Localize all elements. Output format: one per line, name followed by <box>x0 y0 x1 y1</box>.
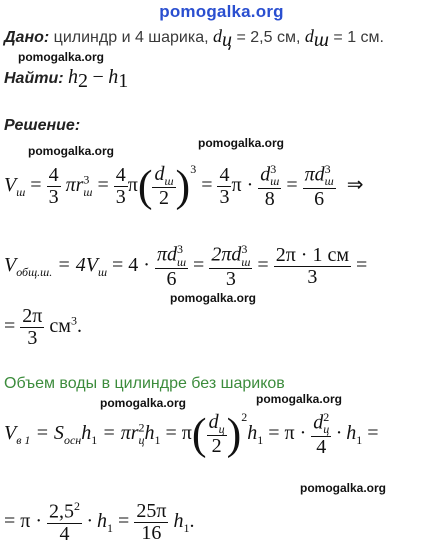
frac-num-sub: ш <box>164 173 174 188</box>
eq4-part-2-sup: 2 <box>138 420 145 435</box>
frac-num-sup: 2 <box>323 409 330 424</box>
frac-den: 8 <box>258 188 281 210</box>
eq1-frac-5 <box>303 163 336 210</box>
right-paren: ) <box>175 161 191 211</box>
eq1-frac-3 <box>217 165 231 208</box>
eq4-h-sub: 1 <box>356 433 363 447</box>
eq4-h: h <box>247 422 258 444</box>
naiti-label: Найти: <box>4 70 64 87</box>
d-ball-symbol: d <box>304 26 314 46</box>
eq2-equals: = <box>257 254 269 277</box>
eq2-equals: = <box>193 254 205 277</box>
eq4-lhs: V <box>4 422 17 444</box>
h2-sub: 2 <box>78 70 89 93</box>
watermark: pomogalka.org <box>198 136 285 150</box>
naiti-line <box>4 66 128 93</box>
frac-num-sub: ш <box>270 174 280 189</box>
frac-den: 3 <box>48 185 59 208</box>
eq1-equals: = <box>30 174 42 196</box>
eq4-frac <box>311 411 331 458</box>
eq1-frac-4 <box>258 163 281 210</box>
frac-num-sub: ц <box>218 421 225 436</box>
eq3-equals: = <box>4 315 16 338</box>
frac-num: 2πd <box>211 243 242 266</box>
eq1-equals: = <box>286 174 298 196</box>
eq1-power: 3 <box>190 162 197 176</box>
watermark: pomogalka.org <box>18 50 105 64</box>
frac-den: 6 <box>303 188 336 210</box>
left-paren: ( <box>191 409 207 459</box>
frac-num: 4 <box>219 163 230 186</box>
d-cyl-value: = 2,5 см, <box>236 29 301 46</box>
frac-num: πd <box>304 163 325 186</box>
eq5-part-1: = π · <box>4 509 43 532</box>
frac-den: 3 <box>274 266 351 288</box>
implies-arrow: ⇒ <box>346 174 364 196</box>
frac-num-sup: 3 <box>241 242 248 256</box>
frac-den: 3 <box>115 185 126 208</box>
frac-num-sub: ш <box>176 254 187 269</box>
eq1-inner-frac <box>152 164 175 210</box>
d-cyl-sub: ц <box>222 29 233 52</box>
eq1-lhs-sub: ш <box>16 185 26 199</box>
equation-total-result <box>4 306 82 349</box>
h2-symbol: h <box>68 66 79 88</box>
eq1-equals: = <box>201 174 213 196</box>
eq1-pi-r: πr <box>65 174 84 196</box>
eq1-pi-dot: π · <box>231 174 254 196</box>
equation-ball-volume <box>4 162 363 210</box>
dano-text: цилиндр и 4 шарика, <box>53 29 209 46</box>
eq2-lhs-sub: общ.ш. <box>16 265 53 280</box>
frac-num: 2π <box>22 305 43 327</box>
eq5-frac-2 <box>134 501 168 544</box>
frac-num: 4 <box>115 163 126 186</box>
eq4-trailing-equals: = <box>367 422 379 444</box>
frac-den: 2 <box>152 187 175 209</box>
eq2-part-1-sub: ш <box>97 265 107 280</box>
water-volume-caption: Объем воды в цилиндре без шариков <box>4 375 285 392</box>
eq1-pi: π <box>127 174 138 196</box>
eq4-inner-frac <box>207 412 227 458</box>
eq1-frac-1 <box>47 165 61 208</box>
frac-num: 4 <box>48 163 59 186</box>
frac-num: d <box>208 410 219 433</box>
frac-num: d <box>313 411 324 434</box>
site-header[interactable]: pomogalka.org <box>159 2 284 21</box>
eq5-h-sub: 1 <box>183 520 190 535</box>
left-paren: ( <box>137 161 153 211</box>
eq1-lhs: V <box>4 174 17 196</box>
dano-line <box>4 26 384 52</box>
frac-den: 2 <box>207 435 227 457</box>
eq4-lhs-sub: в 1 <box>16 433 31 447</box>
eq5-period: . <box>189 509 195 532</box>
eq1-frac-2 <box>114 165 128 208</box>
h1-sub: 1 <box>118 70 129 93</box>
eq4-h-sub: 1 <box>154 433 161 447</box>
eq3-period: . <box>76 315 82 338</box>
eq5-h: h <box>173 509 184 532</box>
frac-num-sup: 3 <box>176 242 183 256</box>
eq5-frac-1 <box>47 500 82 545</box>
eq2-frac-b <box>209 243 252 290</box>
eq2-frac-a <box>155 243 188 290</box>
frac-num-sub: ц <box>323 422 330 437</box>
eq4-part-4: = π · <box>268 422 307 444</box>
eq4-part-3: = π <box>165 422 192 444</box>
h1-symbol: h <box>108 66 119 88</box>
frac-num: d <box>154 162 165 185</box>
eq4-h: · h <box>336 422 357 444</box>
eq4-h: h <box>144 422 155 444</box>
frac-den: 16 <box>134 522 168 544</box>
frac-den: 6 <box>155 268 188 290</box>
eq4-h: h <box>81 422 92 444</box>
frac-den: 3 <box>20 327 44 349</box>
eq4-power: 2 <box>241 410 248 424</box>
eq2-part-1: = 4V <box>57 254 98 277</box>
eq3-frac <box>20 306 44 349</box>
eq1-r-sup: 3 <box>83 172 90 187</box>
frac-den: 4 <box>47 523 82 545</box>
eq4-h-sub: 1 <box>257 433 264 447</box>
d-ball-value: = 1 см. <box>333 29 384 46</box>
reshenie-label: Решение: <box>4 117 81 134</box>
watermark: pomogalka.org <box>256 392 343 406</box>
eq5-h-sub: 1 <box>107 520 114 535</box>
eq4-part-1-sub: осн <box>63 433 82 447</box>
watermark: pomogalka.org <box>300 481 387 495</box>
equation-water-volume <box>4 410 379 458</box>
right-paren: ) <box>226 409 242 459</box>
frac-num: 2π · 1 см <box>275 244 349 267</box>
eq4-h-sub: 1 <box>91 433 98 447</box>
frac-num-sub: ш <box>241 254 251 269</box>
eq2-lhs: V <box>4 254 17 277</box>
minus-sign: − <box>92 66 104 88</box>
eq4-part-2: = πr <box>102 422 139 444</box>
frac-num: 25π <box>136 499 167 522</box>
frac-num-sub: ш <box>324 174 334 189</box>
eq4-part-1: = S <box>35 422 64 444</box>
equation-total-volume <box>4 243 367 290</box>
frac-num: 2,5 <box>49 500 75 523</box>
frac-num-sup: 3 <box>270 161 277 176</box>
equation-water-result <box>4 500 194 545</box>
eq2-trailing-equals: = <box>356 254 368 277</box>
d-ball-sub: ш <box>313 29 329 52</box>
eq2-part-2: = 4 · <box>112 254 150 277</box>
watermark: pomogalka.org <box>170 291 257 305</box>
frac-den: 3 <box>219 185 230 208</box>
watermark: pomogalka.org <box>28 144 115 158</box>
eq1-r-sub: ш <box>83 185 93 199</box>
eq5-h: · h <box>87 509 108 532</box>
eq2-frac-c <box>274 245 351 288</box>
watermark: pomogalka.org <box>100 396 187 410</box>
frac-num-sup: 2 <box>74 499 81 513</box>
eq4-part-2-sub: ц <box>138 433 145 447</box>
eq3-unit: см <box>49 315 71 338</box>
frac-den: 4 <box>311 436 331 458</box>
frac-num: πd <box>156 243 177 266</box>
d-cyl-symbol: d <box>213 26 223 46</box>
dano-label: Дано: <box>4 29 50 46</box>
frac-num: d <box>260 163 271 186</box>
eq1-equals: = <box>97 174 109 196</box>
frac-num-sup: 3 <box>324 161 331 176</box>
eq5-equals: = <box>118 509 130 532</box>
eq3-unit-sup: 3 <box>70 313 77 328</box>
frac-den: 3 <box>209 268 252 290</box>
